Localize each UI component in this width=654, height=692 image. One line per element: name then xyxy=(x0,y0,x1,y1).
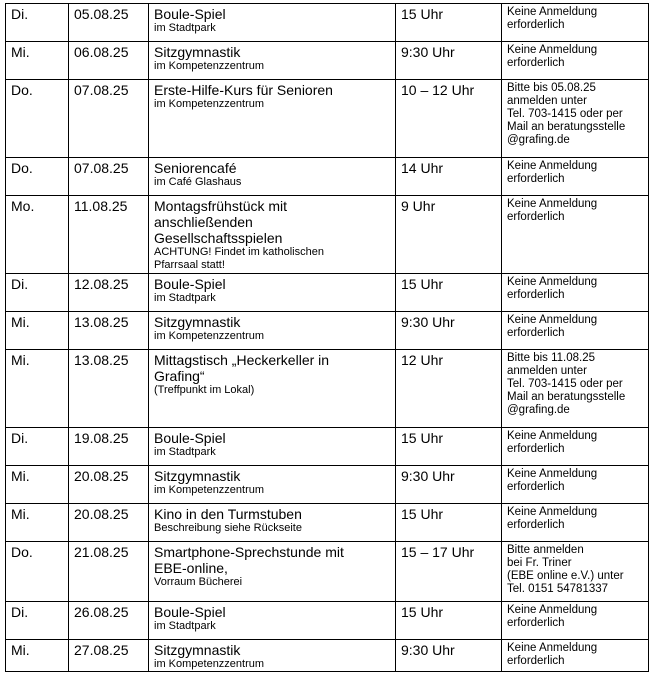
event-registration-note xyxy=(502,274,649,312)
registration-note-line: erforderlich xyxy=(507,57,565,69)
event-title-cell xyxy=(149,80,396,158)
event-location: ACHTUNG! Findet im katholischen xyxy=(154,246,324,258)
event-title-cell xyxy=(149,196,396,274)
registration-note-line: Tel. 703-1415 oder per xyxy=(507,108,623,120)
event-row xyxy=(6,602,649,640)
event-registration-note xyxy=(502,312,649,350)
registration-note-line: Keine Anmeldung xyxy=(507,6,598,18)
event-time: 15 Uhr xyxy=(396,274,502,312)
registration-note-line: Keine Anmeldung xyxy=(507,468,598,480)
registration-note-line: erforderlich xyxy=(507,173,565,185)
event-date: 19.08.25 xyxy=(69,428,149,466)
event-title: Gesellschaftsspielen xyxy=(154,230,283,246)
registration-note-line: erforderlich xyxy=(507,481,565,493)
registration-note-line: bei Fr. Triner xyxy=(507,557,572,569)
event-date: 20.08.25 xyxy=(69,466,149,504)
event-title: Montagsfrühstück mit xyxy=(154,198,288,214)
event-day: Mi. xyxy=(6,350,69,428)
event-title: Sitzgymnastik xyxy=(154,642,241,658)
event-row xyxy=(6,158,649,196)
event-title-cell xyxy=(149,504,396,542)
registration-note-line: Mail an beratungsstelle xyxy=(507,121,626,133)
event-time: 15 – 17 Uhr xyxy=(396,542,502,602)
event-registration-note xyxy=(502,42,649,80)
event-date: 21.08.25 xyxy=(69,542,149,602)
registration-note-line: Keine Anmeldung xyxy=(507,430,598,442)
event-title: Seniorencafé xyxy=(154,160,237,176)
event-title: Kino in den Turmstuben xyxy=(154,506,302,522)
registration-note-line: Keine Anmeldung xyxy=(507,604,598,616)
event-day: Mo. xyxy=(6,196,69,274)
event-time: 15 Uhr xyxy=(396,428,502,466)
event-title-cell xyxy=(149,42,396,80)
event-day: Mi. xyxy=(6,312,69,350)
event-location: Beschreibung siehe Rückseite xyxy=(154,522,302,534)
event-registration-note xyxy=(502,602,649,640)
event-time: 10 – 12 Uhr xyxy=(396,80,502,158)
event-day: Mi. xyxy=(6,640,69,672)
event-day: Di. xyxy=(6,274,69,312)
event-day: Do. xyxy=(6,158,69,196)
registration-note-line: Bitte bis 11.08.25 xyxy=(507,352,596,364)
event-time: 15 Uhr xyxy=(396,4,502,42)
event-row xyxy=(6,640,649,672)
event-date: 26.08.25 xyxy=(69,602,149,640)
event-time: 9 Uhr xyxy=(396,196,502,274)
registration-note-line: (EBE online e.V.) unter xyxy=(507,570,624,582)
event-location: im Stadtpark xyxy=(154,292,216,304)
event-row xyxy=(6,542,649,602)
event-title-cell xyxy=(149,542,396,602)
event-location: im Stadtpark xyxy=(154,620,216,632)
event-title: Smartphone-Sprechstunde mit xyxy=(154,544,344,560)
event-date: 20.08.25 xyxy=(69,504,149,542)
registration-note-line: Mail an beratungsstelle xyxy=(507,391,626,403)
event-time: 9:30 Uhr xyxy=(396,466,502,504)
registration-note-line: Keine Anmeldung xyxy=(507,506,598,518)
event-location: im Kompetenzzentrum xyxy=(154,60,265,72)
event-title-cell xyxy=(149,602,396,640)
event-date: 11.08.25 xyxy=(69,196,149,274)
event-title: Boule-Spiel xyxy=(154,276,226,292)
event-date: 13.08.25 xyxy=(69,350,149,428)
event-day: Mi. xyxy=(6,466,69,504)
event-title: Grafing“ xyxy=(154,368,205,384)
registration-note-line: @grafing.de xyxy=(507,134,570,146)
event-location: im Stadtpark xyxy=(154,22,216,34)
registration-note-line: erforderlich xyxy=(507,211,565,223)
event-row xyxy=(6,466,649,504)
event-registration-note xyxy=(502,504,649,542)
event-location: Vorraum Bücherei xyxy=(154,576,243,588)
event-row xyxy=(6,274,649,312)
event-day: Do. xyxy=(6,542,69,602)
event-title: Sitzgymnastik xyxy=(154,314,241,330)
event-date: 06.08.25 xyxy=(69,42,149,80)
registration-note-line: anmelden unter xyxy=(507,95,587,107)
event-day: Di. xyxy=(6,602,69,640)
event-title: Boule-Spiel xyxy=(154,604,226,620)
event-title-cell xyxy=(149,4,396,42)
registration-note-line: erforderlich xyxy=(507,655,565,667)
event-rows xyxy=(6,4,649,672)
registration-note-line: Keine Anmeldung xyxy=(507,276,598,288)
event-time: 9:30 Uhr xyxy=(396,312,502,350)
registration-note-line: Keine Anmeldung xyxy=(507,642,598,654)
event-registration-note xyxy=(502,158,649,196)
event-row xyxy=(6,4,649,42)
event-title-cell xyxy=(149,428,396,466)
event-registration-note xyxy=(502,4,649,42)
event-registration-note xyxy=(502,350,649,428)
registration-note-line: Bitte bis 05.08.25 xyxy=(507,82,596,94)
registration-note-line: anmelden unter xyxy=(507,365,587,377)
event-title: Boule-Spiel xyxy=(154,430,226,446)
event-location: im Café Glashaus xyxy=(154,176,242,188)
event-date: 12.08.25 xyxy=(69,274,149,312)
event-day: Mi. xyxy=(6,504,69,542)
event-title: Sitzgymnastik xyxy=(154,468,241,484)
registration-note-line: Keine Anmeldung xyxy=(507,314,598,326)
event-time: 14 Uhr xyxy=(396,158,502,196)
event-schedule-table xyxy=(5,3,649,672)
event-title: Mittagstisch „Heckerkeller in xyxy=(154,352,330,368)
event-day: Do. xyxy=(6,80,69,158)
registration-note-line: @grafing.de xyxy=(507,404,570,416)
event-title-cell xyxy=(149,312,396,350)
event-title: Erste-Hilfe-Kurs für Senioren xyxy=(154,82,333,98)
event-row xyxy=(6,350,649,428)
event-time: 15 Uhr xyxy=(396,602,502,640)
event-day: Di. xyxy=(6,4,69,42)
event-title: anschließenden xyxy=(154,214,253,230)
event-registration-note xyxy=(502,80,649,158)
event-row xyxy=(6,504,649,542)
event-row xyxy=(6,428,649,466)
registration-note-line: erforderlich xyxy=(507,289,565,301)
event-title-cell xyxy=(149,274,396,312)
registration-note-line: erforderlich xyxy=(507,519,565,531)
event-time: 9:30 Uhr xyxy=(396,42,502,80)
event-date: 07.08.25 xyxy=(69,80,149,158)
event-title: Boule-Spiel xyxy=(154,6,226,22)
event-location: im Kompetenzzentrum xyxy=(154,330,265,342)
event-location: im Kompetenzzentrum xyxy=(154,658,265,670)
event-date: 05.08.25 xyxy=(69,4,149,42)
event-title-cell xyxy=(149,350,396,428)
registration-note-line: erforderlich xyxy=(507,617,565,629)
event-title: Sitzgymnastik xyxy=(154,44,241,60)
event-location: Pfarrsaal statt! xyxy=(154,259,225,271)
registration-note-line: erforderlich xyxy=(507,327,565,339)
event-title: EBE-online, xyxy=(154,560,228,576)
registration-note-line: Keine Anmeldung xyxy=(507,198,598,210)
event-time: 9:30 Uhr xyxy=(396,640,502,672)
event-time: 12 Uhr xyxy=(396,350,502,428)
event-location: im Kompetenzzentrum xyxy=(154,98,265,110)
registration-note-line: Keine Anmeldung xyxy=(507,160,598,172)
event-registration-note xyxy=(502,428,649,466)
event-title-cell xyxy=(149,466,396,504)
event-row xyxy=(6,80,649,158)
event-title-cell xyxy=(149,640,396,672)
event-day: Mi. xyxy=(6,42,69,80)
registration-note-line: Keine Anmeldung xyxy=(507,44,598,56)
event-registration-note xyxy=(502,196,649,274)
event-location: im Kompetenzzentrum xyxy=(154,484,265,496)
event-date: 13.08.25 xyxy=(69,312,149,350)
registration-note-line: Tel. 0151 54781337 xyxy=(507,583,609,595)
event-time: 15 Uhr xyxy=(396,504,502,542)
event-date: 27.08.25 xyxy=(69,640,149,672)
event-location: im Stadtpark xyxy=(154,446,216,458)
event-row xyxy=(6,42,649,80)
registration-note-line: erforderlich xyxy=(507,443,565,455)
event-row xyxy=(6,312,649,350)
event-registration-note xyxy=(502,542,649,602)
event-row xyxy=(6,196,649,274)
event-day: Di. xyxy=(6,428,69,466)
event-registration-note xyxy=(502,466,649,504)
event-registration-note xyxy=(502,640,649,672)
registration-note-line: Tel. 703-1415 oder per xyxy=(507,378,623,390)
registration-note-line: erforderlich xyxy=(507,19,565,31)
event-title-cell xyxy=(149,158,396,196)
registration-note-line: Bitte anmelden xyxy=(507,544,584,556)
event-location: (Treffpunkt im Lokal) xyxy=(154,384,255,396)
event-date: 07.08.25 xyxy=(69,158,149,196)
